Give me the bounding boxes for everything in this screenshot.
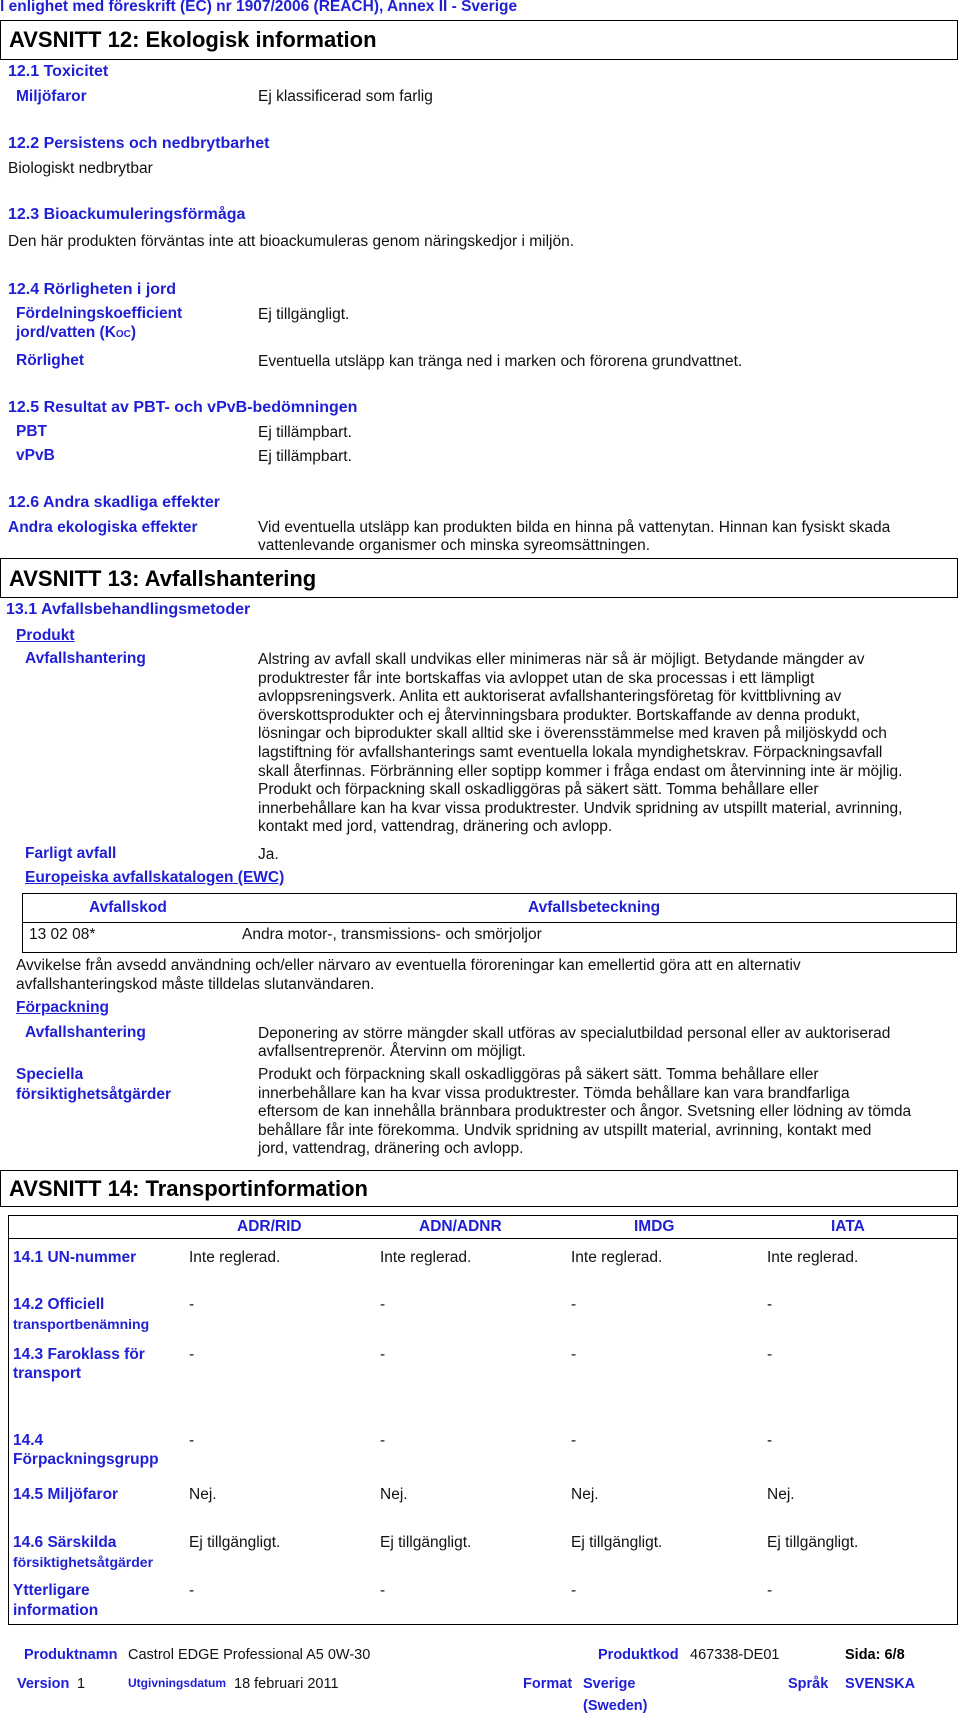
row-packing-group-label-1: 14.4	[13, 1432, 44, 1449]
row-un-number-imdg: Inte reglerad.	[571, 1249, 663, 1266]
row-special-precautions-label-1: 14.6 Särskilda	[13, 1534, 117, 1551]
disposal-line: produktrester får inte bortskaffas via avloppet utan de ska processas i ett lämpligt	[258, 669, 815, 687]
hazardous-waste-label: Farligt avfall	[25, 845, 117, 862]
koc-label-line1: Fördelningskoefficient	[16, 305, 183, 322]
mobility-value: Eventuella utsläpp kan tränga ned i marken och förorena grundvattnet.	[258, 353, 743, 370]
koc-label-subscript: OC	[115, 329, 131, 340]
row-special-precautions-adn: Ej tillgängligt.	[380, 1534, 472, 1551]
section-12-title: AVSNITT 12: Ekologisk information	[9, 27, 377, 52]
col-adn-adnr: ADN/ADNR	[419, 1218, 502, 1235]
ewc-col-description: Avfallsbeteckning	[528, 899, 661, 916]
product-disposal-label: Avfallshantering	[25, 650, 146, 667]
other-effects-value-line2: vattenlevande organismer och minska syreomsättningen.	[258, 537, 651, 554]
ewc-header: Europeiska avfallskatalogen (EWC)	[25, 869, 285, 886]
toxicity-header: 12.1 Toxicitet	[8, 63, 109, 80]
mobility-header: 12.4 Rörligheten i jord	[8, 281, 177, 298]
disposal-line: Alstring av avfall skall undvikas eller minimeras när så är möjligt. Betydande mängder av	[258, 651, 865, 668]
footer-product-code-label: Produktkod	[598, 1647, 679, 1663]
pbt-header: 12.5 Resultat av PBT- och vPvB-bedömningen	[8, 399, 358, 416]
row-shipping-name-iata: -	[767, 1296, 773, 1313]
row-packing-group-adn: -	[380, 1432, 386, 1449]
section-13-header	[0, 558, 958, 598]
row-hazard-class-iata: -	[767, 1346, 773, 1363]
footer-format-value-2: (Sweden)	[583, 1698, 648, 1714]
disposal-line: kontakt med jord, vattendrag, dränering och avlopp.	[258, 818, 613, 836]
disposal-line: lösningar och biprodukter skall alltid ske i överensstämmelse med kraven på miljöskydd och	[258, 725, 887, 743]
deviation-line1: Avvikelse från avsedd användning och/eller närvaro av eventuella föroreningar kan emellertid göra att en alternativ	[16, 957, 801, 974]
row-hazard-class-adn: -	[380, 1346, 386, 1363]
row-packing-group-iata: -	[767, 1432, 773, 1449]
row-shipping-name-label-2: transportbenämning	[13, 1316, 150, 1332]
hazardous-waste-value: Ja.	[258, 846, 279, 863]
row-packing-group-imdg: -	[571, 1432, 577, 1449]
footer-format-value-1: Sverige	[583, 1676, 636, 1692]
disposal-line: överskottsprodukter och ej återvinningsbara produkter. Bortskaffande av denna produkt,	[258, 706, 860, 724]
other-effects-label: Andra ekologiska effekter	[8, 519, 198, 536]
row-packing-group-adr: -	[189, 1432, 195, 1449]
section-12-header	[0, 20, 958, 60]
footer-issue-date-label: Utgivningsdatum	[128, 1676, 226, 1690]
col-adr-rid: ADR/RID	[237, 1218, 302, 1235]
row-env-hazards-adn: Nej.	[380, 1486, 408, 1503]
row-special-precautions-iata: Ej tillgängligt.	[767, 1534, 859, 1551]
deviation-line2: avfallshanteringskod måste tilldelas slutanvändaren.	[16, 976, 375, 993]
waste-methods-header: 13.1 Avfallsbehandlingsmetoder	[6, 601, 251, 618]
special-precautions-label-line1: Speciella	[16, 1066, 84, 1083]
special-line: Produkt och förpackning skall oskadliggöras på säkert sätt. Tomma behållare eller	[258, 1066, 819, 1083]
row-additional-info-imdg: -	[571, 1582, 577, 1599]
bioaccumulation-header: 12.3 Bioackumuleringsförmåga	[8, 206, 246, 223]
row-additional-info-label-2: information	[13, 1602, 99, 1619]
row-special-precautions-label-2: försiktighetsåtgärder	[13, 1554, 154, 1570]
row-shipping-name-label-1: 14.2 Officiell	[13, 1296, 105, 1313]
section-14-header	[0, 1170, 958, 1207]
footer-language: SVENSKA	[845, 1676, 916, 1692]
transport-header-divider	[9, 1238, 957, 1239]
ewc-code-cell: 13 02 08*	[29, 926, 96, 943]
footer-product-name: Castrol EDGE Professional A5 0W-30	[128, 1647, 371, 1663]
footer-version-label: Version	[17, 1676, 70, 1692]
row-additional-info-iata: -	[767, 1582, 773, 1599]
product-disposal-text	[258, 651, 902, 837]
other-effects-value-line1: Vid eventuella utsläpp kan produkten bilda en hinna på vattenytan. Hinnan kan fysiskt skada	[258, 519, 891, 536]
disposal-line: Produkt och förpackning skall oskadliggöras på säkert sätt. Tomma behållare eller	[258, 781, 819, 799]
row-env-hazards-imdg: Nej.	[571, 1486, 599, 1503]
koc-label-line2	[16, 324, 136, 342]
pbt-label: PBT	[16, 423, 47, 440]
ewc-table	[22, 893, 957, 953]
footer-product-code: 467338-DE01	[690, 1647, 780, 1663]
special-line: eftersom de kan innehålla brännbara produktrester och ångor. Svetsning eller lödning av tömda	[258, 1103, 912, 1121]
row-special-precautions-adr: Ej tillgängligt.	[189, 1534, 281, 1551]
vpvb-label: vPvB	[16, 447, 55, 464]
row-un-number-label: 14.1 UN-nummer	[13, 1249, 137, 1266]
persistence-header: 12.2 Persistens och nedbrytbarhet	[8, 135, 270, 152]
footer-format-label: Format	[523, 1676, 573, 1692]
special-line: behållare får inte förekomma. Undvik spridning av utspillt material, avrinning, kontakt med	[258, 1121, 872, 1139]
koc-label-text: jord/vatten (K	[16, 324, 116, 341]
footer-language-label: Språk	[788, 1676, 829, 1692]
other-effects-header: 12.6 Andra skadliga effekter	[8, 494, 220, 511]
row-un-number-iata: Inte reglerad.	[767, 1249, 859, 1266]
special-line: jord, vattendrag, dränering och avlopp.	[258, 1140, 524, 1158]
col-iata: IATA	[831, 1218, 865, 1235]
ewc-col-code: Avfallskod	[89, 899, 167, 916]
ewc-table-divider	[23, 922, 956, 923]
packaging-disposal-line1: Deponering av större mängder skall utföras av specialutbildad personal eller av auktoriserad	[258, 1025, 891, 1042]
row-un-number-adn: Inte reglerad.	[380, 1249, 472, 1266]
disposal-line: avloppsreningsverk. Anlita ett auktoriserat avfallshanteringsföretag för kvittblivning av	[258, 688, 842, 706]
row-shipping-name-adn: -	[380, 1296, 386, 1313]
row-shipping-name-adr: -	[189, 1296, 195, 1313]
row-packing-group-label-2: Förpackningsgrupp	[13, 1451, 159, 1468]
transport-table	[8, 1215, 958, 1625]
packaging-disposal-line2: avfallsentreprenör. Återvinn om möjligt.	[258, 1043, 526, 1060]
row-special-precautions-imdg: Ej tillgängligt.	[571, 1534, 663, 1551]
ewc-description-cell: Andra motor-, transmissions- och smörjoljor	[242, 926, 542, 943]
row-un-number-adr: Inte reglerad.	[189, 1249, 281, 1266]
disposal-line: lagstiftning för avfallshanterings samt eventuella lokala myndighetskrav. Förpackningsavfall	[258, 743, 883, 761]
row-additional-info-adn: -	[380, 1582, 386, 1599]
mobility-label: Rörlighet	[16, 352, 85, 369]
footer-page-number: Sida: 6/8	[845, 1647, 905, 1663]
row-env-hazards-label: 14.5 Miljöfaror	[13, 1486, 119, 1503]
special-precautions-text	[258, 1066, 911, 1159]
packaging-subheader: Förpackning	[16, 999, 110, 1016]
disposal-line: skall återfinnas. Förbränning eller soptipp kommer i fråga endast om återvinning inte är möjlig.	[258, 762, 903, 780]
row-hazard-class-label-2: transport	[13, 1365, 82, 1382]
special-line: innerbehållare kan ha kvar vissa produktrester. Tömda behållare kan vara brandfarliga	[258, 1084, 850, 1102]
product-subheader: Produkt	[16, 627, 75, 644]
row-env-hazards-iata: Nej.	[767, 1486, 795, 1503]
koc-label-close: )	[130, 324, 137, 341]
row-hazard-class-label-1: 14.3 Faroklass för	[13, 1346, 145, 1363]
footer-version: 1	[77, 1676, 86, 1692]
disposal-line: innerbehållare kan ha kvar vissa produktrester. Undvik spridning av utspillt material, avrinning,	[258, 799, 903, 817]
env-hazard-value: Ej klassificerad som farlig	[258, 88, 433, 105]
env-hazard-label: Miljöfaror	[16, 88, 87, 105]
special-precautions-label-line2: försiktighetsåtgärder	[16, 1086, 172, 1103]
row-hazard-class-adr: -	[189, 1346, 195, 1363]
packaging-disposal-label: Avfallshantering	[25, 1024, 146, 1041]
section-14-title: AVSNITT 14: Transportinformation	[9, 1176, 368, 1201]
vpvb-value: Ej tillämpbart.	[258, 448, 352, 465]
persistence-text: Biologiskt nedbrytbar	[8, 160, 153, 177]
row-additional-info-label-1: Ytterligare	[13, 1582, 90, 1599]
row-shipping-name-imdg: -	[571, 1296, 577, 1313]
section-13-title: AVSNITT 13: Avfallshantering	[9, 566, 317, 591]
bioaccumulation-text: Den här produkten förväntas inte att bioackumuleras genom näringskedjor i miljön.	[8, 233, 575, 250]
pbt-value: Ej tillämpbart.	[258, 424, 352, 441]
row-hazard-class-imdg: -	[571, 1346, 577, 1363]
document-header: l enlighet med föreskrift (EC) nr 1907/2006 (REACH), Annex II - Sverige	[0, 0, 518, 15]
footer-product-name-label: Produktnamn	[24, 1647, 118, 1663]
row-additional-info-adr: -	[189, 1582, 195, 1599]
footer-issue-date: 18 februari 2011	[234, 1676, 339, 1692]
col-imdg: IMDG	[634, 1218, 675, 1235]
koc-value: Ej tillgängligt.	[258, 306, 350, 323]
row-env-hazards-adr: Nej.	[189, 1486, 217, 1503]
